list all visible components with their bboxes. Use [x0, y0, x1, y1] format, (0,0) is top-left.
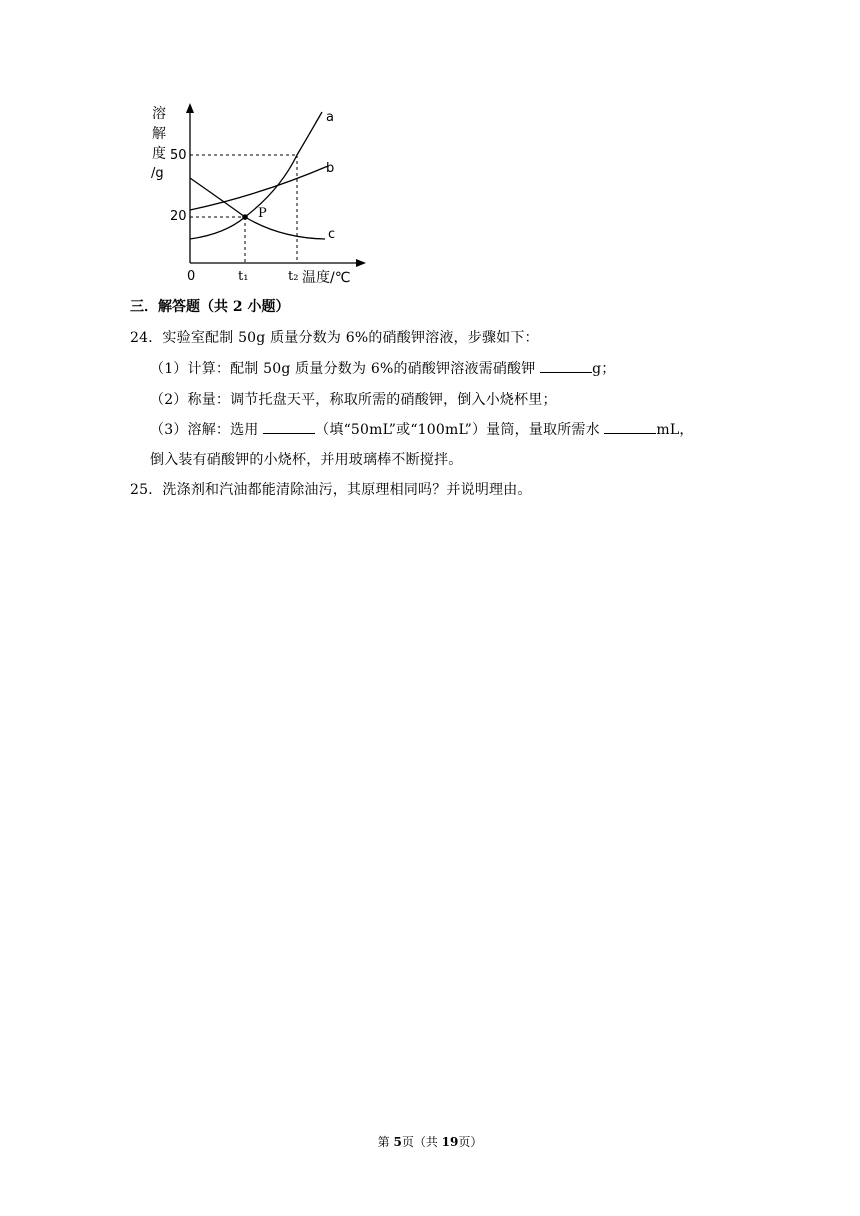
q24-step2: （2）称量：调节托盘天平，称取所需的硝酸钾，倒入小烧杯里； [150, 392, 557, 408]
answer-blank-cylinder[interactable] [263, 419, 315, 434]
y-tick-50: 50 [170, 148, 187, 163]
footer-page-number: 5 [393, 1135, 402, 1149]
answer-blank-mass[interactable] [540, 358, 592, 373]
footer-prefix: 第 [377, 1135, 394, 1149]
q24-step3-text-b: （填“50mL”或“100mL”）量筒，量取所需水 [315, 422, 605, 438]
q24-stem: 24．实验室配制 50g 质量分数为 6%的硝酸钾溶液，步骤如下： [130, 330, 539, 346]
curve-c-label: c [328, 227, 336, 242]
x-tick-t1: t₁ [238, 269, 249, 284]
y-axis-arrow [186, 103, 194, 113]
footer-middle: 页（共 [401, 1135, 442, 1149]
q24-step1-text: （1）计算：配制 50g 质量分数为 6%的硝酸钾溶液需硝酸钾 [150, 361, 541, 377]
curve-b-label: b [326, 161, 335, 176]
q24-step3-unit: mL， [656, 422, 694, 438]
curve-b [190, 166, 328, 210]
curve-a [190, 112, 322, 239]
solubility-graph [140, 98, 380, 288]
section-title: 三．解答题（共 2 小题） [130, 299, 290, 315]
ylabel-char-3: 度 [152, 146, 166, 162]
answer-blank-water[interactable] [604, 419, 656, 434]
point-p-marker [242, 214, 248, 220]
q24-step3-continued: 倒入装有硝酸钾的小烧杯，并用玻璃棒不断搅拌。 [150, 452, 463, 468]
xlabel: 温度/℃ [302, 270, 351, 286]
q24-step1 [150, 358, 615, 378]
footer-suffix: 页） [458, 1135, 483, 1149]
x-axis-arrow [356, 259, 366, 267]
x-tick-t2: t₂ [288, 269, 299, 284]
origin-label: 0 [187, 269, 196, 284]
point-p-label: P [258, 206, 267, 221]
ylabel-unit: /g [151, 166, 164, 181]
ylabel-char-2: 解 [152, 126, 166, 142]
q25-text: 25．洗涤剂和汽油都能清除油污，其原理相同吗？并说明理由。 [130, 482, 532, 498]
q24-step3 [150, 419, 694, 439]
curve-a-label: a [326, 110, 334, 125]
page-footer [0, 1133, 860, 1150]
ylabel-char-1: 溶 [152, 106, 166, 122]
q24-step1-unit: g； [592, 361, 616, 377]
footer-total-pages: 19 [441, 1135, 459, 1149]
q24-step3-text-a: （3）溶解：选用 [150, 422, 264, 438]
y-tick-20: 20 [170, 209, 187, 224]
